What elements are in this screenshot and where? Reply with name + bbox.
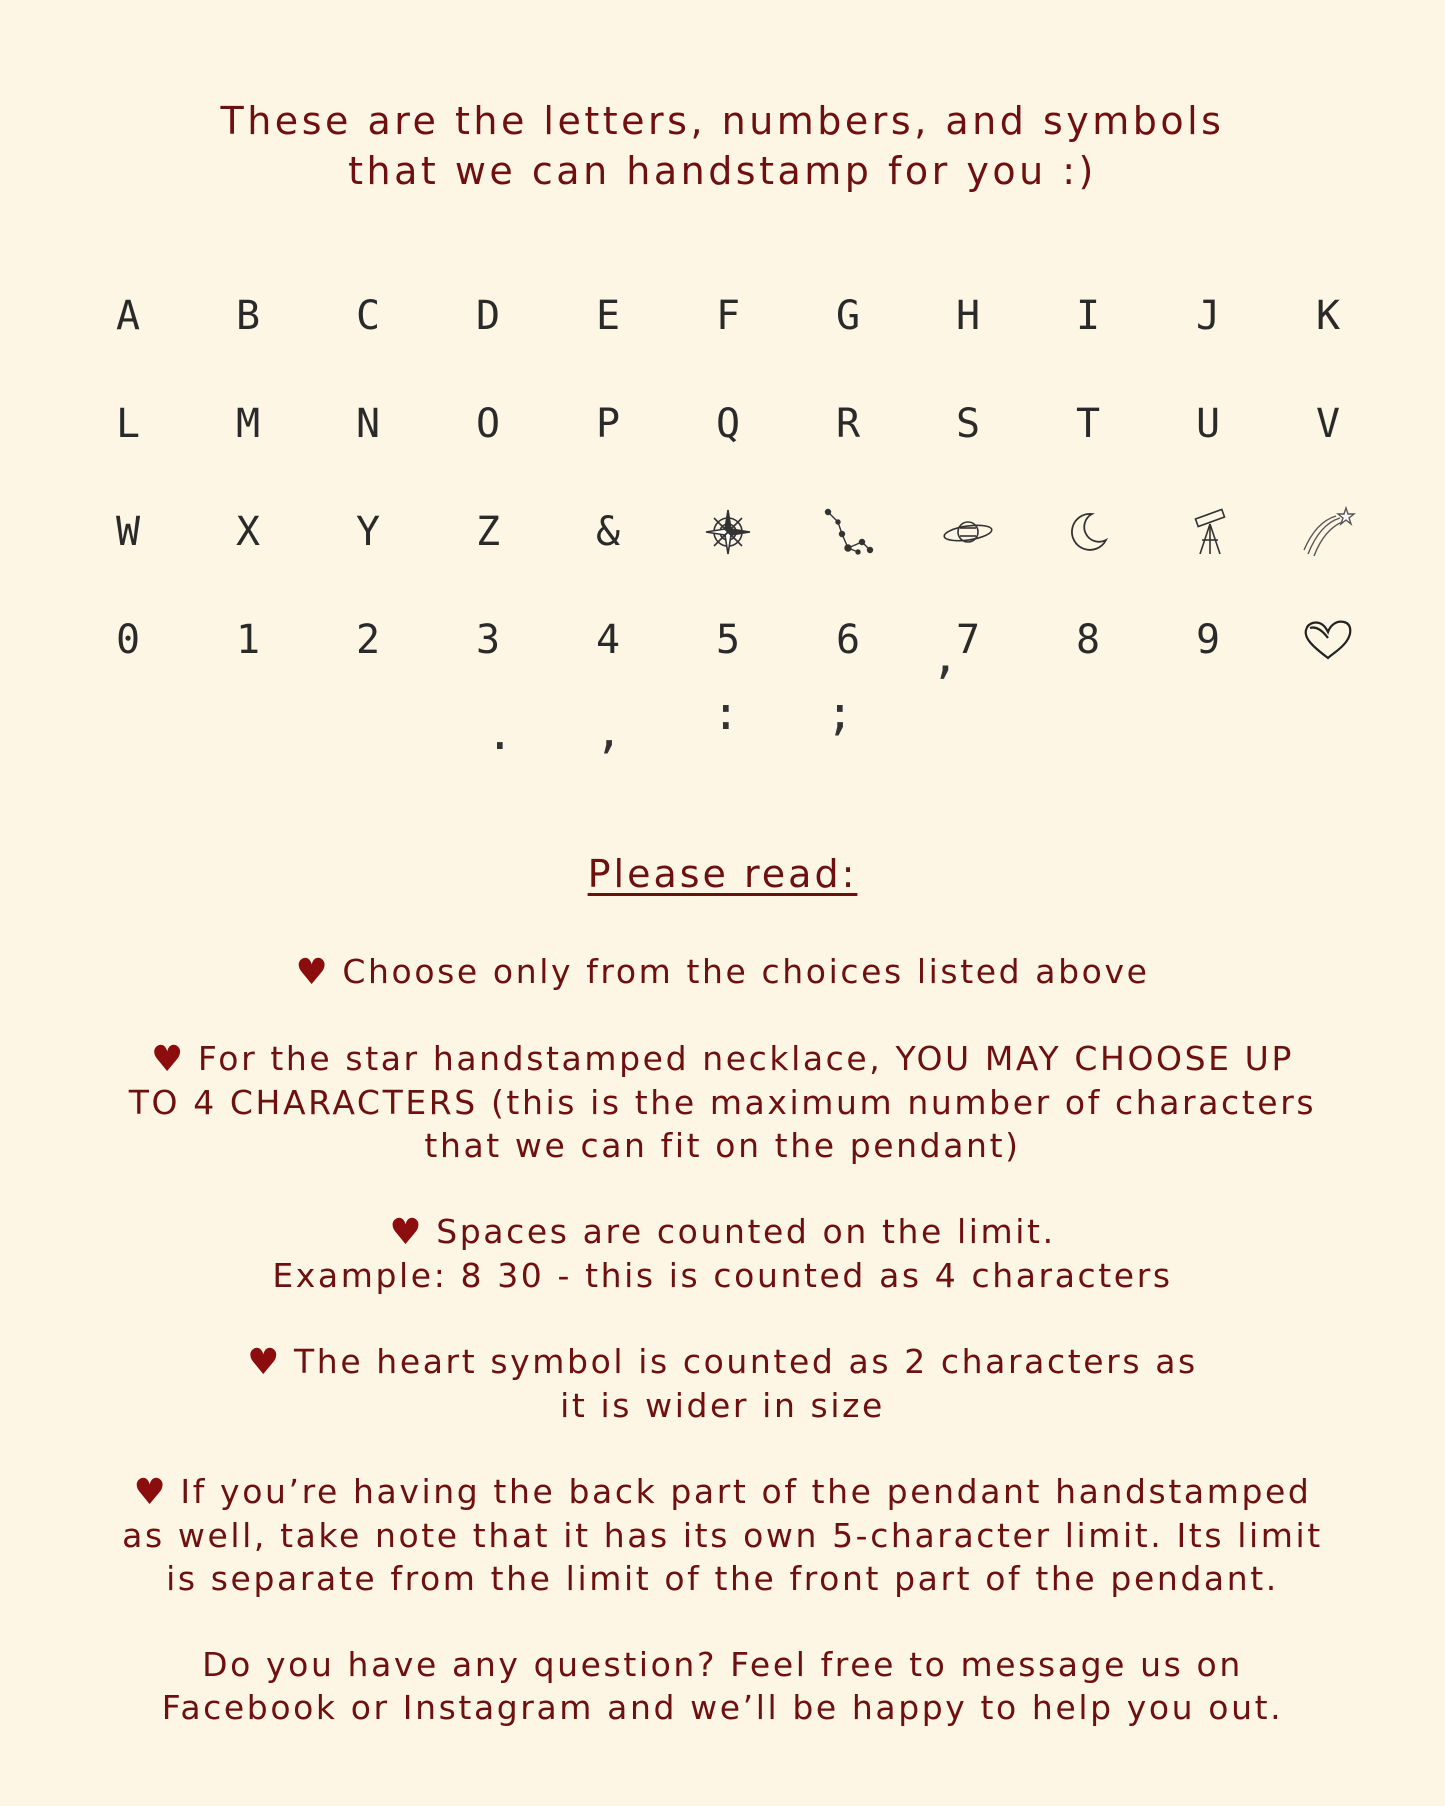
note-item [60, 1470, 1385, 1600]
closing-line-1: Do you have any question? Feel free to message us on [202, 1645, 1243, 1684]
stamp-letter: H [955, 293, 981, 339]
stamp-letter: M [235, 401, 261, 447]
planet-icon [908, 478, 1028, 586]
stamp-letter: T [1075, 401, 1101, 447]
heart-bullet-icon: ♥ [133, 1472, 169, 1513]
note-line: that we can fit on the pendant) [424, 1126, 1021, 1165]
stamp-letter: Y [355, 509, 381, 555]
headline-line-2: that we can handstamp for you :) [348, 149, 1097, 193]
stamp-letter: G [835, 293, 861, 339]
closing-line-2: Facebook or Instagram and we’ll be happy to help you out. [161, 1688, 1284, 1727]
stamp-letter: K [1315, 293, 1341, 339]
stamp-colon: : [712, 686, 740, 740]
stamp-number: 5 [715, 617, 741, 663]
stamp-apostrophe: ’ [930, 658, 958, 712]
stamp-number: 1 [235, 617, 261, 663]
heart-bullet-icon: ♥ [247, 1342, 283, 1383]
telescope-icon [1148, 478, 1268, 586]
stamp-letter: F [715, 293, 741, 339]
stamp-number: 9 [1195, 617, 1221, 663]
note-line: TO 4 CHARACTERS (this is the maximum number of characters [128, 1083, 1317, 1122]
stamp-ampersand: & [595, 509, 621, 555]
shooting-star-icon [1268, 478, 1388, 586]
stamp-number: 2 [355, 617, 381, 663]
note-line: as well, take note that it has its own 5-character limit. Its limit [122, 1516, 1323, 1555]
note-item [60, 950, 1385, 994]
stamp-letter: Q [715, 401, 741, 447]
note-line: ♥ If you’re having the back part of the pendant handstamped [133, 1472, 1312, 1513]
stamp-letter: N [355, 401, 381, 447]
note-line: ♥ Choose only from the choices listed above [295, 952, 1150, 993]
notes-list [60, 950, 1385, 1729]
compass-icon [668, 478, 788, 586]
stamp-letter: V [1315, 401, 1341, 447]
headline-line-1: These are the letters, numbers, and symbols [220, 99, 1225, 143]
note-line: ♥ The heart symbol is counted as 2 characters as [247, 1342, 1198, 1383]
headline [0, 96, 1445, 196]
stamp-number: 0 [115, 617, 141, 663]
stamp-number: 3 [475, 617, 501, 663]
constellation-icon [788, 478, 908, 586]
stamp-letter: L [115, 401, 141, 447]
note-item [60, 1210, 1385, 1297]
stamp-letter: E [595, 293, 621, 339]
please-read-title: Please read: [587, 852, 858, 896]
stamp-letter: B [235, 293, 261, 339]
stamp-letter: U [1195, 401, 1221, 447]
stamp-letter: O [475, 401, 501, 447]
stamp-number: 7 [955, 617, 981, 663]
note-line: ♥ Spaces are counted on the limit. [389, 1212, 1056, 1253]
stamp-period: . [486, 706, 514, 760]
stamp-letter: W [115, 509, 141, 555]
note-item [60, 1037, 1385, 1167]
note-line: is separate from the limit of the front part of the pendant. [166, 1559, 1279, 1598]
stamp-letter: R [835, 401, 861, 447]
note-line: it is wider in size [560, 1386, 885, 1425]
stamp-comma: , [595, 704, 623, 758]
heart-bullet-icon: ♥ [389, 1212, 425, 1253]
stamp-letter: J [1195, 293, 1221, 339]
stamp-semicolon: ; [826, 686, 854, 740]
note-line: Example: 8 30 - this is counted as 4 characters [272, 1256, 1173, 1295]
heart-bullet-icon: ♥ [151, 1039, 186, 1080]
stamp-letter: S [955, 401, 981, 447]
heart-bullet-icon: ♥ [295, 952, 331, 993]
closing-message [60, 1643, 1385, 1729]
stamp-letter: X [235, 509, 261, 555]
note-item [60, 1340, 1385, 1427]
stamp-number: 4 [595, 617, 621, 663]
stamp-letter: C [355, 293, 381, 339]
stamp-grid [68, 262, 1388, 694]
stamp-letter: Z [475, 509, 501, 555]
moon-icon [1028, 478, 1148, 586]
stamp-letter: D [475, 293, 501, 339]
stamp-letter: A [115, 293, 141, 339]
stamp-letter: P [595, 401, 621, 447]
stamp-number: 6 [835, 617, 861, 663]
stamp-letter: I [1075, 293, 1101, 339]
punctuation-row [0, 658, 1445, 780]
note-line: ♥ For the star handstamped necklace, YOU MAY CHOOSE UP [151, 1039, 1294, 1080]
stamp-number: 8 [1075, 617, 1101, 663]
